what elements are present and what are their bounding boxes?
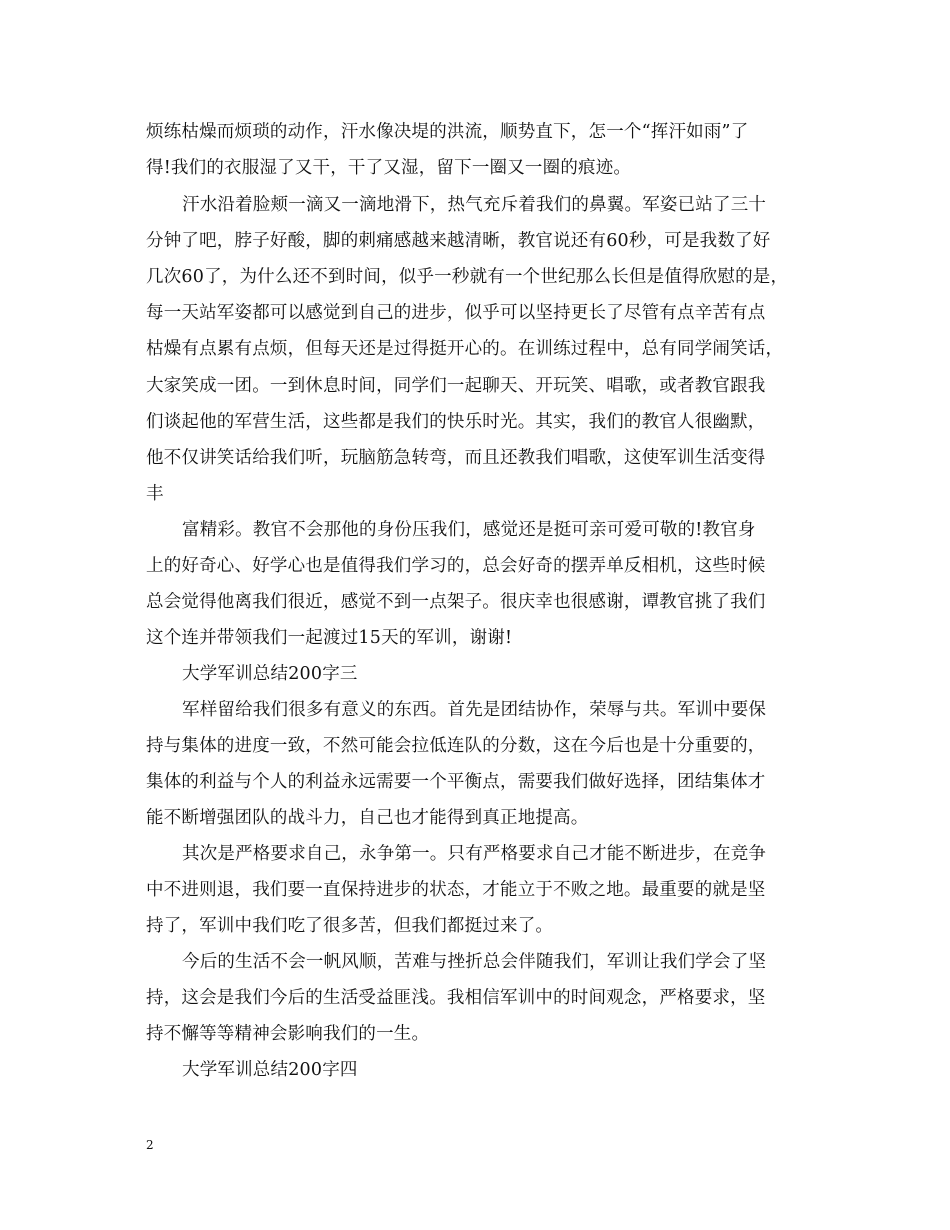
text-line: 分钟了吧，脖子好酸，脚的刺痛感越来越清晰，教官说还有60秒，可是我数了好 [146, 231, 771, 251]
text-line: 大家笑成一团。一到休息时间，同学们一起聊天、开玩笑、唱歌，或者教官跟我 [146, 376, 766, 396]
text-line: 持与集体的进度一致，不然可能会拉低连队的分数，这在今后也是十分重要的， [146, 736, 766, 756]
text-line: 他不仅讲笑话给我们听，玩脑筋急转弯，而且还教我们唱歌，这使军训生活变得 [146, 448, 766, 468]
text-line: 们谈起他的军营生活，这些都是我们的快乐时光。其实，我们的教官人很幽默， [146, 412, 766, 432]
page-number: 2 [146, 1138, 154, 1152]
text-line: 持不懈等等精神会影响我们的一生。 [146, 1024, 430, 1044]
text-line: 总会觉得他离我们很近，感觉不到一点架子。很庆幸也很感谢，谭教官挑了我们 [146, 592, 766, 612]
text-line: 烦练枯燥而烦琐的动作，汗水像决堤的洪流，顺势直下，怎一个“挥汗如雨”了 [146, 122, 749, 142]
paragraph-start-line: 军样留给我们很多有意义的东西。首先是团结协作，荣辱与共。军训中要保 [182, 700, 767, 720]
text-line: 这个连并带领我们一起渡过15天的军训，谢谢! [146, 628, 513, 648]
text-line: 得!我们的衣服湿了又干，干了又湿，留下一圈又一圈的痕迹。 [146, 158, 632, 178]
text-line: 上的好奇心、好学心也是值得我们学习的，总会好奇的摆弄单反相机，这些时候 [146, 556, 766, 576]
section-heading: 大学军训总结200字三 [182, 664, 358, 684]
paragraph-start-line: 富精彩。教官不会那他的身份压我们，感觉还是挺可亲可爱可敬的!教官身 [182, 520, 756, 540]
text-line: 每一天站军姿都可以感觉到自己的进步，似乎可以坚持更长了尽管有点辛苦有点 [146, 303, 766, 323]
paragraph-start-line: 汗水沿着脸颊一滴又一滴地滑下，热气充斥着我们的鼻翼。军姿已站了三十 [182, 195, 767, 215]
text-line: 持了，军训中我们吃了很多苦，但我们都挺过来了。 [146, 916, 554, 936]
text-line: 丰 [146, 484, 164, 504]
section-heading: 大学军训总结200字四 [182, 1060, 358, 1080]
text-line: 持，这会是我们今后的生活受益匪浅。我相信军训中的时间观念，严格要求，坚 [146, 988, 766, 1008]
text-line: 枯燥有点累有点烦，但每天还是过得挺开心的。在训练过程中，总有同学闹笑话， [146, 339, 784, 359]
text-line: 中不进则退，我们要一直保持进步的状态，才能立于不败之地。最重要的就是坚 [146, 880, 766, 900]
text-line: 集体的利益与个人的利益永远需要一个平衡点，需要我们做好选择，团结集体才 [146, 772, 766, 792]
paragraph-start-line: 今后的生活不会一帆风顺，苦难与挫折总会伴随我们，军训让我们学会了坚 [182, 952, 767, 972]
paragraph-start-line: 其次是严格要求自己，永争第一。只有严格要求自己才能不断进步，在竞争 [182, 844, 767, 864]
text-line: 几次60了，为什么还不到时间，似乎一秒就有一个世纪那么长但是值得欣慰的是， [146, 267, 789, 287]
text-line: 能不断增强团队的战斗力，自己也才能得到真正地提高。 [146, 808, 589, 828]
